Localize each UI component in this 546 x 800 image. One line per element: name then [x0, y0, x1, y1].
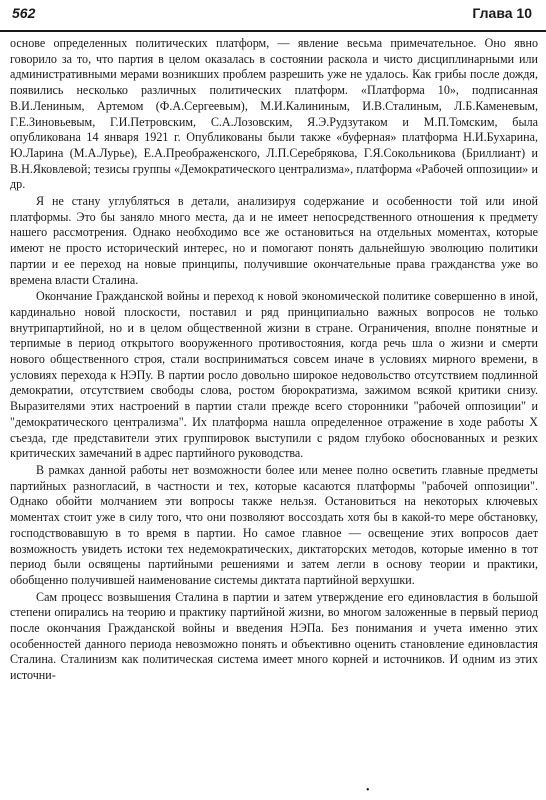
running-header [0, 0, 546, 32]
paragraph-4: В рамках данной работы нет возможности более или менее полно осветить главные предметы партийных разногласий, в частности и тех, которые касаются платформы "рабочей оппозиции". Однако обойти молчанием эти вопросы также нельзя. Остановиться на некоторых ключевых моментах стоит уже в силу того, что они позволяют воссоздать хотя бы в какой-то мере обстановку, господствовавшую в то время в партии. Но самое главное — освещение этих вопросов дает возможность увидеть истоки тех недемократических, диктаторских методов, которые именно в тот период были освящены партийными решениями и затем легли в основу теории и практики, обобщенно получившей наименование системы диктата партийной верхушки. [10, 462, 538, 587]
chapter-title: Глава 10 [472, 5, 532, 21]
paragraph-2: Я не стану углубляться в детали, анализируя содержание и особенности той или иной платформы. Это бы заняло много места, да и не имеет непосредственного отношения к предмету нашего рассмотрения. Однако необходимо все же остановиться на отдельных моментах, которые имеют не просто исторический интерес, но и помогают понять дальнейшую эволюцию политики партии и ее переход на новые принципы, получившие окончательные права гражданства уже во времена власти Сталина. [10, 194, 538, 287]
paragraph-1: основе определенных политических платформ, — явление весьма примечательное. Оно явно говорило за то, что партия в целом оказалась в состоянии раскола и чисто дисциплинарными или административными мерами возникших проблем разрешить уже не удалось. Как грибы после дождя, появились несколько различных политических платформ. «Платформа 10», подписанная В.И.Лениным, Артемом (Ф.А.Сергеевым), М.И.Калининым, И.В.Сталиным, Л.Б.Каменевым, Г.Е.Зиновьевым, Г.И.Петровским, С.А.Лозовским, Я.Э.Рудзутаком и М.П.Томским, была опубликована 14 января 1921 г. Опубликованы были также «буферная» платформа Н.И.Бухарина, Ю.Ларина (М.А.Лурье), Е.А.Преображенского, Л.П.Серебрякова, Г.Я.Сокольникова (Бриллиант) и В.Н.Яковлевой; тезисы группы «Демократического централизма», платформа «Рабочей оппозиции» и др. [10, 36, 538, 192]
footer-mark: • [366, 785, 370, 796]
page-number: 562 [12, 5, 36, 21]
page-body [10, 36, 538, 782]
paragraph-5: Сам процесс возвышения Сталина в партии и затем утверждение его единовластия в большой степени опирались на теорию и практику партийной жизни, во многом заложенные в первый период после окончания Гражданской войны и введения НЭПа. Без понимания и учета именно этих особенностей данного периода невозможно понять и объективно оценить становление единовластия Сталина. Сталинизм как политическая система имеет много корней и источников. И одним из этих источни- [10, 589, 538, 683]
paragraph-3: Окончание Гражданской войны и переход к новой экономической политике совершенно в иной, кардинально новой плоскости, поставил и ряд принципиально важных вопросов не только внутрипартийной, но и в целом общественной жизни в стране. Ограничения, вполне понятные и терпимые в период открытого вооруженного противостояния, когда речь шла о жизни и смерти нового общественного строя, стали восприниматься совсем иначе в условиях мирного времени, в условиях перехода к НЭПу. В партии росло довольно широкое недовольство отсутствием подлинной демократии, отсутствием свободы слова, ростом бюрократизма, зажимом всякой критики снизу. Выразителями этих настроений в партии стали прежде всего сторонники "рабочей оппозиции" и "демократического централизма". Их платформа нашла определенное отражение в ходе работы X съезда, где представители этих группировок выступили с рядом глубоко обоснованных и резких критических замечаний в адрес партийного руководства. [10, 289, 538, 461]
